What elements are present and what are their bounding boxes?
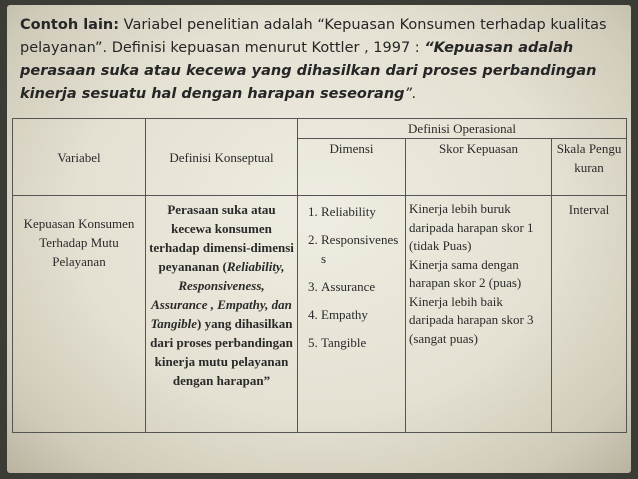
concept-dimensions-italic: Reliability, Responsiveness, Assurance , Empathy, dan Tangible <box>150 259 292 331</box>
score-2-text: Kinerja sama dengan harapan skor 2 (puas) <box>409 256 522 290</box>
cell-dimensi <box>298 196 406 433</box>
cell-skala: Interval <box>552 196 627 433</box>
list-item: 2. Responsiveness <box>321 230 402 268</box>
header-row-1 <box>13 119 627 139</box>
cell-skor-kepuasan <box>406 196 552 433</box>
intro-text: Variabel penelitian adalah “Kepuasan Konsumen terhadap kualitas pelayanan”. Definisi kepuasan menurut Kottler , 1997 : <box>20 17 607 56</box>
header-skala-pengukuran: Skala Pengukuran <box>552 139 627 196</box>
header-skor-kepuasan: Skor Kepuasan <box>406 139 552 196</box>
intro-lead: Contoh lain: <box>20 17 120 33</box>
list-item: 4. Empathy <box>321 305 402 324</box>
operational-definition-table <box>12 118 627 433</box>
header-dimensi: Dimensi <box>298 139 406 196</box>
quote-end: ”. <box>404 86 417 102</box>
table-row <box>13 196 627 433</box>
kotler-definition-quote: “Kepuasan adalah perasaan suka atau kecewa yang dihasilkan dari proses perbandingan kinerja sesuatu hal dengan harapan seseorang <box>20 40 597 102</box>
list-item: 3. Assurance <box>321 277 402 296</box>
cell-variabel: Kepuasan Konsumen Terhadap Mutu Pelayanan <box>13 196 146 433</box>
header-variabel: Variabel <box>13 119 146 196</box>
cell-definisi-konseptual <box>146 196 298 433</box>
concept-text-a: Perasaan suka atau kecewa konsumen terhadap dimensi-dimensi peyananan ( <box>149 202 294 274</box>
dimension-list <box>301 202 402 352</box>
intro-paragraph <box>20 14 610 106</box>
list-item: 5. Tangible <box>321 333 402 352</box>
header-definisi-operasional: Definisi Operasional <box>298 119 627 139</box>
list-item: 1. Reliability <box>321 202 402 221</box>
concept-text-c: ) yang dihasilkan dari proses perbandingan kinerja mutu pelayanan dengan harapan” <box>150 316 293 388</box>
header-definisi-konseptual: Definisi Konseptual <box>146 119 298 196</box>
score-3-text: Kinerja lebih baik daripada harapan skor 3 (sangat puas) <box>409 293 534 346</box>
score-1-text: Kinerja lebih buruk daripada harapan skor 1 (tidak Puas) <box>409 201 534 253</box>
